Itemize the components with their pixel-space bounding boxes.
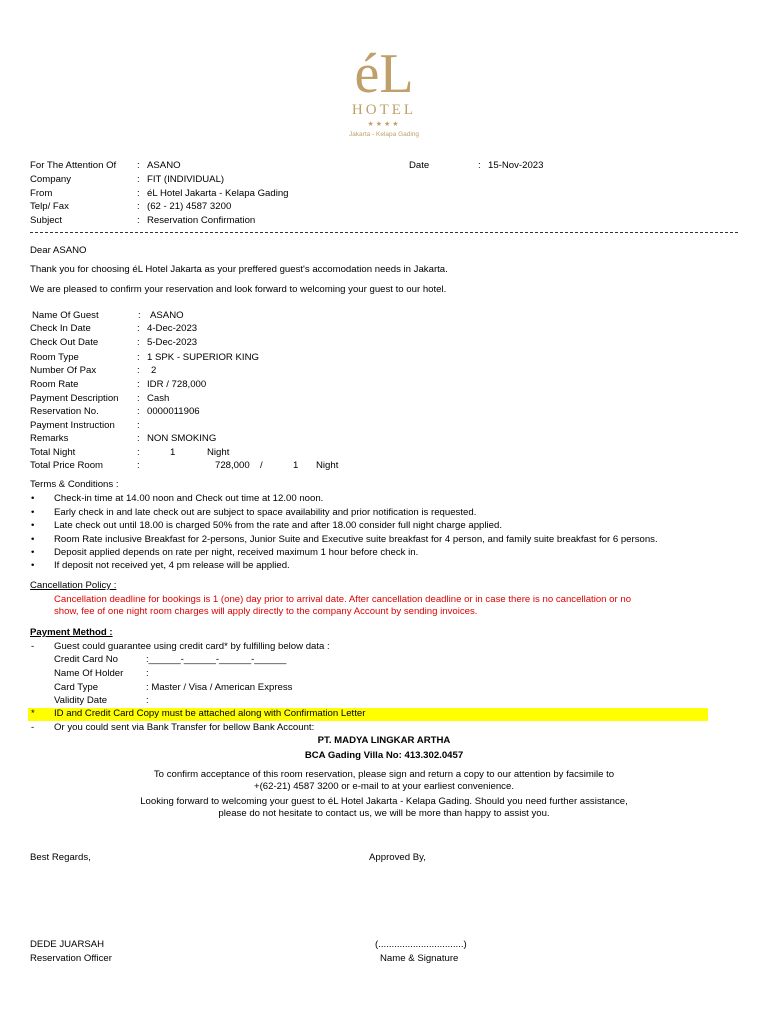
totalprice-amount: 728,000 (215, 460, 250, 471)
closing-line-3: Looking forward to welcoming your guest to éL Hotel Jakarta - Kelapa Gading. Should you need further assistance, (140, 796, 628, 807)
from-value: éL Hotel Jakarta - Kelapa Gading (147, 188, 289, 199)
pax-value: 2 (151, 365, 157, 376)
attention-label: For The Attention Of (30, 160, 117, 171)
closing-line-2: +(62-21) 4587 3200 or e-mail to at your earliest convenience. (254, 781, 514, 792)
highlight-text: ID and Credit Card Copy must be attached along with Confirmation Letter (54, 708, 366, 719)
pax-label: Number Of Pax (30, 365, 97, 376)
signature-blank: (................................) (375, 939, 467, 950)
attention-value: ASANO (147, 160, 181, 171)
subject-label: Subject (30, 215, 62, 226)
hotel-logo-mark: éL (354, 43, 414, 105)
checkout-value: 5-Dec-2023 (147, 337, 198, 348)
remarks-value: NON SMOKING (147, 433, 217, 444)
checkout-label: Check Out Date (30, 337, 99, 348)
best-regards: Best Regards, (30, 852, 91, 863)
totalprice-nights: 1 (293, 460, 299, 471)
cc-value: :______-______-______-______ (146, 654, 287, 665)
bullet: • (31, 560, 35, 571)
colon: : (137, 379, 140, 390)
cancellation-title: Cancellation Policy : (30, 580, 117, 591)
from-label: From (30, 188, 53, 199)
star: * (31, 708, 35, 719)
date-label: Date (409, 160, 430, 171)
holder-value: : (146, 668, 149, 679)
colon: : (137, 188, 140, 199)
guest-value: ASANO (150, 310, 184, 321)
night-word: Night (316, 460, 339, 471)
cc-label: Credit Card No (54, 654, 118, 665)
terms-item-6: If deposit not received yet, 4 pm release will be applied. (54, 560, 290, 571)
validity-value: : (146, 695, 149, 706)
bank-account: BCA Gading Villa No: 413.302.0457 (304, 750, 464, 761)
cardtype-label: Card Type (54, 682, 99, 693)
colon: : (138, 310, 141, 321)
terms-item-2: Early check in and late check out are subject to space availability and prior notification is requested. (54, 507, 477, 518)
bullet: • (31, 520, 35, 531)
slash: / (260, 460, 263, 471)
approved-by: Approved By, (369, 852, 426, 863)
colon: : (137, 433, 140, 444)
colon: : (137, 323, 140, 334)
guest-label: Name Of Guest (32, 310, 99, 321)
colon: : (137, 447, 140, 458)
checkin-value: 4-Dec-2023 (147, 323, 198, 334)
totalnight-label: Total Night (30, 447, 76, 458)
resno-value: 0000011906 (147, 406, 200, 417)
cancellation-line-1: Cancellation deadline for bookings is 1 (one) day prior to arrival date. After cancellation deadline or in case there is no cancellation or no (54, 594, 632, 605)
colon: : (137, 393, 140, 404)
remarks-label: Remarks (30, 433, 69, 444)
colon: : (137, 352, 140, 363)
colon: : (137, 337, 140, 348)
payinst-label: Payment Instruction (30, 420, 115, 431)
dashed-separator (30, 232, 738, 233)
roomtype-label: Room Type (30, 352, 79, 363)
checkin-label: Check In Date (30, 323, 91, 334)
paydesc-value: Cash (147, 393, 170, 404)
cardtype-value: : Master / Visa / American Express (146, 682, 293, 693)
paydesc-label: Payment Description (30, 393, 119, 404)
company-value: FIT (INDIVIDUAL) (147, 174, 225, 185)
closing-line-4: please do not hesitate to contact us, we will be more than happy to assist you. (218, 808, 550, 819)
colon: : (478, 160, 481, 171)
officer-name: DEDE JUARSAH (30, 939, 105, 950)
resno-label: Reservation No. (30, 406, 99, 417)
terms-item-1: Check-in time at 14.00 noon and Check out time at 12.00 noon. (54, 493, 324, 504)
telp-label: Telp/ Fax (30, 201, 69, 212)
totalnight-value: 1 (170, 447, 176, 458)
dash: - (31, 641, 35, 652)
bullet: • (31, 507, 35, 518)
hotel-logo-name: HOTEL (351, 102, 417, 118)
bullet: • (31, 493, 35, 504)
colon: : (137, 201, 140, 212)
name-signature-label: Name & Signature (380, 953, 459, 964)
colon: : (137, 406, 140, 417)
company-label: Company (30, 174, 72, 185)
terms-item-3: Late check out until 18.00 is charged 50% from the rate and after 18.00 consider full night charge applied. (54, 520, 502, 531)
bullet: • (31, 547, 35, 558)
closing-line-1: To confirm acceptance of this room reservation, please sign and return a copy to our attention by facsimile to (153, 769, 615, 780)
subject-value: Reservation Confirmation (147, 215, 256, 226)
bank-line: Or you could sent via Bank Transfer for bellow Bank Account: (54, 722, 315, 733)
holder-label: Name Of Holder (54, 668, 124, 679)
roomtype-value: 1 SPK - SUPERIOR KING (147, 352, 259, 363)
night-word: Night (207, 447, 230, 458)
hotel-logo-location: Jakarta - Kelapa Gading (348, 131, 420, 138)
colon: : (137, 160, 140, 171)
letter-paragraph-2: We are pleased to confirm your reservation and look forward to welcoming your guest to our hotel. (30, 284, 447, 295)
rate-value: IDR / 728,000 (147, 379, 207, 390)
colon: : (137, 460, 140, 471)
colon: : (137, 215, 140, 226)
telp-value: (62 - 21) 4587 3200 (147, 201, 232, 212)
terms-item-5: Deposit applied depends on rate per night, received maximum 1 hour before check in. (54, 547, 419, 558)
colon: : (137, 365, 140, 376)
bank-name: PT. MADYA LINGKAR ARTHA (317, 735, 451, 746)
greeting: Dear ASANO (30, 245, 87, 256)
date-value: 15-Nov-2023 (488, 160, 544, 171)
terms-title: Terms & Conditions : (30, 479, 119, 490)
officer-title: Reservation Officer (30, 953, 112, 964)
rate-label: Room Rate (30, 379, 79, 390)
payment-line-1: Guest could guarantee using credit card* by fulfilling below data : (54, 641, 330, 652)
letter-paragraph-1: Thank you for choosing éL Hotel Jakarta as your preffered guest's accomodation needs in Jakarta. (30, 264, 448, 275)
validity-label: Validity Date (54, 695, 108, 706)
bullet: • (31, 534, 35, 545)
terms-item-4: Room Rate inclusive Breakfast for 2-persons, Junior Suite and Executive suite breakfast for 4 person, and family suite breakfast for 6 persons. (54, 534, 658, 545)
hotel-logo-stars: ★★★★ (367, 121, 401, 128)
dash: - (31, 722, 35, 733)
totalprice-label: Total Price Room (30, 460, 104, 471)
colon: : (137, 420, 140, 431)
payment-title: Payment Method : (30, 627, 113, 638)
cancellation-line-2: show, fee of one night room charges will apply directly to the company Account by sending invoices. (54, 606, 478, 617)
colon: : (137, 174, 140, 185)
